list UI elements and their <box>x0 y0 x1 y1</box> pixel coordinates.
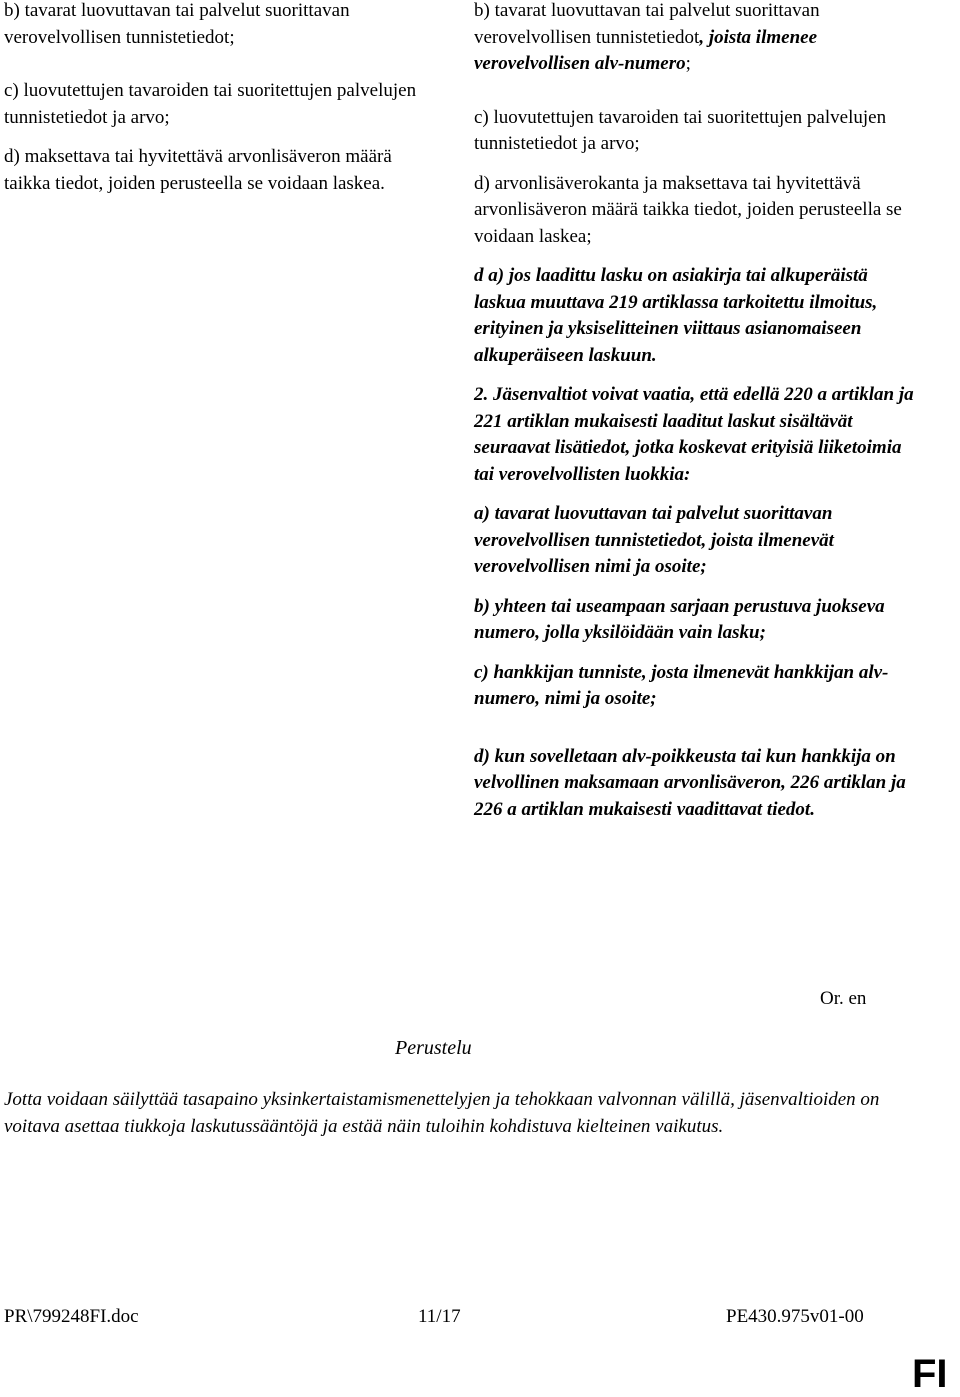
right-item-c: c) luovutettujen tavaroiden tai suoritettujen palvelujen tunnistetiedot ja arvo; <box>474 106 887 154</box>
right-item-b-plain: b) tavarat luovuttavan tai palvelut suorittavan verovelvollisen tunnistetiedot <box>474 0 820 48</box>
right-item-b-new: joista ilmenee verovelvollisen alv-numero <box>474 26 818 74</box>
right-item-da: d a) jos laadittu lasku on asiakirja tai alkuperäistä laskua muuttava 219 artiklassa tarkoitettu ilmoitus, erityinen ja yksiselitteinen viittaus asianomaiseen alkuperäiseen laskuun. <box>474 265 878 366</box>
right-item-d2: d) kun sovelletaan alv-poikkeusta tai kun hankkija on velvollinen maksamaan arvonlisäveron, 226 artiklan ja 226 a artiklan mukaisesti vaadittavat tiedot. <box>474 745 906 820</box>
right-item-paragraph-2: 2. Jäsenvaltiot voivat vaatia, että edellä 220 a artiklan ja 221 artiklan mukaisesti laaditut laskut sisältävät seuraavat lisätiedot, jotka koskevat erityisiä liiketoimia tai verovelvollisten luokkia: <box>474 384 914 485</box>
right-item-a2: a) tavarat luovuttavan tai palvelut suorittavan verovelvollisen tunnistetiedot, joista ilmenevät verovelvollisen nimi ja osoite; <box>474 503 834 577</box>
left-column <box>4 0 434 197</box>
right-item-b-comma: , <box>699 26 705 48</box>
left-item-c: c) luovutettujen tavaroiden tai suoritettujen palvelujen tunnistetiedot ja arvo; <box>4 80 417 128</box>
right-item-b <box>474 0 914 78</box>
justification-text: Jotta voidaan säilyttää tasapaino yksinkertaistamismenettelyjen ja tehokkaan valvonnan välillä, jäsenvaltioiden on voitava asettaa tiukkoja laskutussääntöjä ja estää näin tuloihin kohdistuva kielteinen vaikutus. <box>4 1089 880 1137</box>
original-language: Or. en <box>820 988 867 1009</box>
right-item-c2: c) hankkijan tunniste, josta ilmenevät hankkijan alv-numero, nimi ja osoite; <box>474 661 889 709</box>
left-item-d: d) maksettava tai hyvitettävä arvonlisäveron määrä taikka tiedot, joiden perusteella se voidaan laskea. <box>4 146 392 194</box>
footer-reference: PE430.975v01-00 <box>726 1306 864 1327</box>
footer-page-number: 11/17 <box>418 1306 461 1327</box>
right-item-d: d) arvonlisäverokanta ja maksettava tai hyvitettävä arvonlisäveron määrä taikka tiedot, joiden perusteella se voidaan laskea; <box>474 172 902 247</box>
left-item-b: b) tavarat luovuttavan tai palvelut suorittavan verovelvollisen tunnistetiedot; <box>4 0 350 48</box>
right-item-b2: b) yhteen tai useampaan sarjaan perustuva juokseva numero, jolla yksilöidään vain lasku; <box>474 595 885 643</box>
right-column <box>474 0 914 823</box>
right-item-b-end: ; <box>685 53 691 74</box>
justification-title: Perustelu <box>395 1037 472 1059</box>
language-code: FI <box>912 1352 948 1396</box>
footer-document-name: PR\799248FI.doc <box>4 1306 139 1327</box>
